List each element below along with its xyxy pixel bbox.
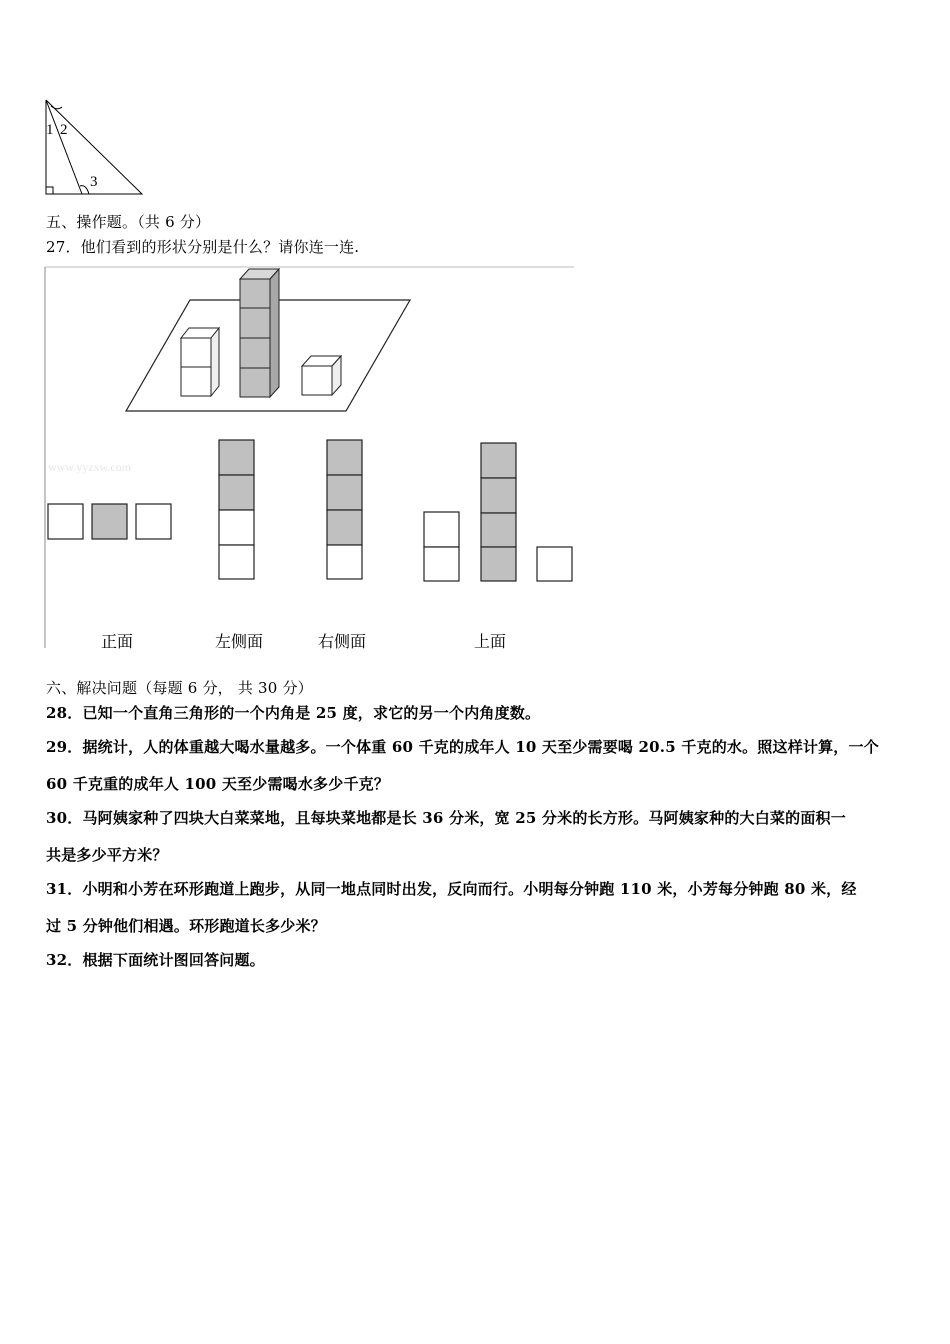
question-30-line-1: 30．马阿姨家种了四块大白菜菜地，且每块菜地都是长 36 分米，宽 25 分米的长方形。马阿姨家种的大白菜的面积一 xyxy=(46,809,846,827)
label-front: 正面 xyxy=(101,632,134,651)
triangle-figure xyxy=(40,94,150,198)
cube-stack-left xyxy=(181,328,219,396)
section-6-title: 六、解决问题（每题 6 分， 共 30 分） xyxy=(46,679,313,697)
watermark: www.yyzxw.com xyxy=(48,460,132,474)
label-top: 上面 xyxy=(474,632,507,651)
question-29-line-2: 60 千克重的成年人 100 天至少需喝水多少千克？ xyxy=(46,775,390,793)
question-32: 32．根据下面统计图回答问题。 xyxy=(46,951,265,969)
question-28: 28．已知一个直角三角形的一个内角是 25 度，求它的另一个内角度数。 xyxy=(46,704,541,722)
cube-stack-middle xyxy=(240,269,279,397)
cube-single-right xyxy=(302,356,341,395)
question-30-line-2: 共是多少平方米？ xyxy=(46,846,168,864)
view-option-top xyxy=(424,443,572,581)
view-option-front xyxy=(48,504,171,539)
question-31-line-1: 31．小明和小芳在环形跑道上跑步，从同一地点同时出发，反向而行。小明每分钟跑 110 米，小芳每分钟跑 80 米，经 xyxy=(46,880,857,898)
angle-3-label: 3 xyxy=(90,174,98,190)
label-left-side: 左侧面 xyxy=(215,632,264,651)
label-right-side: 右侧面 xyxy=(318,632,367,651)
question-29-line-1: 29．据统计，人的体重越大喝水量越多。一个体重 60 千克的成年人 10 天至少需要喝 20.5 千克的水。照这样计算，一个 xyxy=(46,738,879,756)
section-5-title: 五、操作题。（共 6 分） xyxy=(46,213,211,231)
angle-1-label: 1 xyxy=(46,122,54,138)
view-matching-figure xyxy=(44,266,576,652)
question-31-line-2: 过 5 分钟他们相遇。环形跑道长多少米？ xyxy=(46,917,326,935)
angle-2-label: 2 xyxy=(60,122,68,138)
view-option-right-side xyxy=(327,440,362,579)
view-option-left-side xyxy=(219,440,254,579)
question-27: 27．他们看到的形状分别是什么？请你连一连. xyxy=(46,238,360,256)
